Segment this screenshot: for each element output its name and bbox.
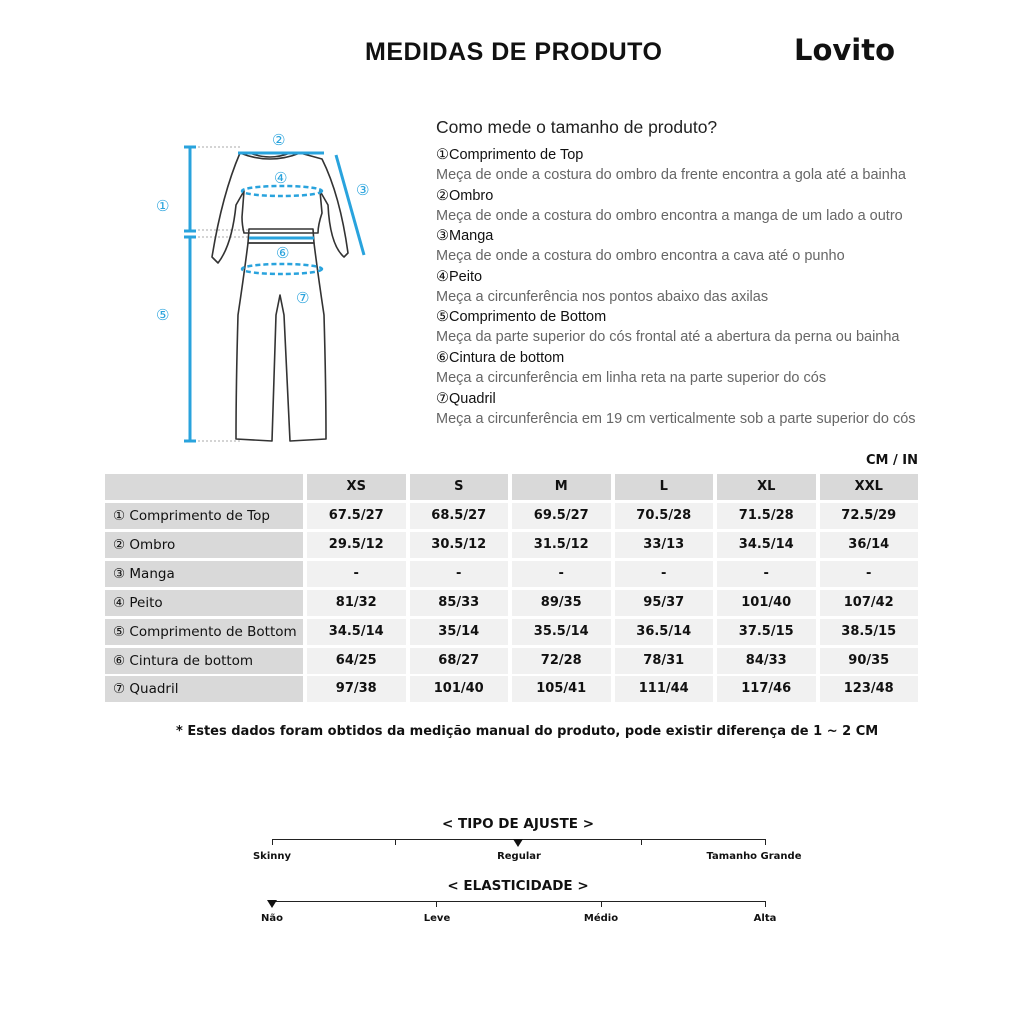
table-cell: 95/37 [615, 590, 714, 616]
table-cell: - [512, 561, 611, 587]
table-cell: - [410, 561, 509, 587]
table-cell: - [615, 561, 714, 587]
elasticity-scale-title: < ELASTICIDADE > [447, 878, 589, 894]
measurement-note: * Estes dados foram obtidos da medição manual do produto, pode existir diferença de 1 ~ 2 CM [176, 724, 879, 739]
howto-item-desc: Meça a circunferência nos pontos abaixo das axilas [436, 288, 769, 305]
elasticity-label-medio: Médio [583, 913, 619, 924]
table-cell: - [820, 561, 919, 587]
table-cell: 117/46 [717, 676, 816, 702]
howto-item-desc: Meça de onde a costura do ombro encontra a manga de um lado a outro [436, 207, 903, 224]
elasticity-selected-marker [267, 900, 277, 908]
figure-label-7: ⑦ [296, 289, 310, 307]
elasticity-tick [765, 901, 766, 907]
table-cell: 31.5/12 [512, 532, 611, 558]
howto-item-desc: Meça da parte superior do cós frontal até a abertura da perna ou bainha [436, 329, 900, 346]
figure-label-6: ⑥ [276, 244, 290, 262]
howto-item-name: ④Peito [436, 268, 483, 285]
column-header-s: S [410, 474, 509, 500]
elasticity-label-alta: Alta [753, 913, 777, 924]
column-header-xs: XS [307, 474, 406, 500]
table-cell: 105/41 [512, 676, 611, 702]
column-header-xxl: XXL [820, 474, 919, 500]
table-cell: 68.5/27 [410, 503, 509, 529]
figure-label-2: ② [272, 131, 286, 149]
table-cell: 72/28 [512, 648, 611, 674]
elasticity-tick [436, 901, 437, 907]
figure-label-1: ① [156, 197, 170, 215]
table-cell: 68/27 [410, 648, 509, 674]
table-cell: 33/13 [615, 532, 714, 558]
unit-label: CM / IN [866, 453, 918, 468]
table-cell: 30.5/12 [410, 532, 509, 558]
howto-item-name: ⑥Cintura de bottom [436, 349, 565, 366]
table-cell: 81/32 [307, 590, 406, 616]
table-cell: 97/38 [307, 676, 406, 702]
table-cell: - [717, 561, 816, 587]
table-cell: 64/25 [307, 648, 406, 674]
table-cell: 37.5/15 [717, 619, 816, 645]
fit-label-skinny: Skinny [252, 851, 292, 862]
table-cell: 90/35 [820, 648, 919, 674]
table-cell: 35.5/14 [512, 619, 611, 645]
elasticity-label-leve: Leve [423, 913, 451, 924]
row-header: ② Ombro [105, 532, 303, 558]
table-cell: 34.5/14 [307, 619, 406, 645]
howto-item-name: ③Manga [436, 228, 494, 245]
howto-item-name: ⑦Quadril [436, 390, 496, 407]
column-header-l: L [615, 474, 714, 500]
row-header: ⑥ Cintura de bottom [105, 648, 303, 674]
table-cell: 101/40 [410, 676, 509, 702]
howto-item-desc: Meça de onde a costura do ombro da frente encontra a gola até a bainha [436, 167, 906, 183]
table-cell: 107/42 [820, 590, 919, 616]
row-header: ⑤ Comprimento de Bottom [105, 619, 303, 645]
howto-item-name: ①Comprimento de Top [436, 147, 584, 163]
elasticity-scale-line [272, 901, 766, 902]
table-cell: 89/35 [512, 590, 611, 616]
table-cell: 72.5/29 [820, 503, 919, 529]
table-cell: 101/40 [717, 590, 816, 616]
figure-label-5: ⑤ [156, 306, 170, 324]
brand-logo: Lovito [794, 33, 896, 67]
table-cell: 35/14 [410, 619, 509, 645]
figure-label-3: ③ [356, 181, 370, 199]
row-header: ⑦ Quadril [105, 676, 303, 702]
howto-item-desc: Meça de onde a costura do ombro encontra a cava até o punho [436, 248, 845, 265]
elasticity-tick [601, 901, 602, 907]
row-header: ④ Peito [105, 590, 303, 616]
table-cell: 78/31 [615, 648, 714, 674]
howto-item-name: ②Ombro [436, 187, 494, 204]
row-header: ① Comprimento de Top [105, 503, 303, 529]
fit-label-large: Tamanho Grande [706, 851, 802, 862]
table-cell: 36.5/14 [615, 619, 714, 645]
row-header: ③ Manga [105, 561, 303, 587]
howto-item-name: ⑤Comprimento de Bottom [436, 309, 607, 326]
fit-scale-title: < TIPO DE AJUSTE > [441, 816, 595, 832]
page-title: MEDIDAS DE PRODUTO [365, 38, 663, 66]
figure-label-4: ④ [274, 169, 288, 187]
column-header-m: M [512, 474, 611, 500]
table-cell: 84/33 [717, 648, 816, 674]
table-cell: 67.5/27 [307, 503, 406, 529]
howto-item-desc: Meça a circunferência em linha reta na parte superior do cós [436, 369, 827, 386]
table-cell: - [307, 561, 406, 587]
table-cell: 71.5/28 [717, 503, 816, 529]
table-cell: 69.5/27 [512, 503, 611, 529]
table-cell: 38.5/15 [820, 619, 919, 645]
table-cell: 70.5/28 [615, 503, 714, 529]
elasticity-label-nao: Não [261, 913, 283, 924]
howto-item-desc: Meça a circunferência em 19 cm verticalmente sob a parte superior do cós [436, 410, 916, 427]
howto-heading: Como mede o tamanho de produto? [436, 117, 718, 137]
table-cell: 85/33 [410, 590, 509, 616]
table-cell: 29.5/12 [307, 532, 406, 558]
fit-label-regular: Regular [497, 851, 541, 862]
table-cell: 34.5/14 [717, 532, 816, 558]
table-cell: 111/44 [615, 676, 714, 702]
table-cell: 36/14 [820, 532, 919, 558]
column-header-xl: XL [717, 474, 816, 500]
table-cell: 123/48 [820, 676, 919, 702]
